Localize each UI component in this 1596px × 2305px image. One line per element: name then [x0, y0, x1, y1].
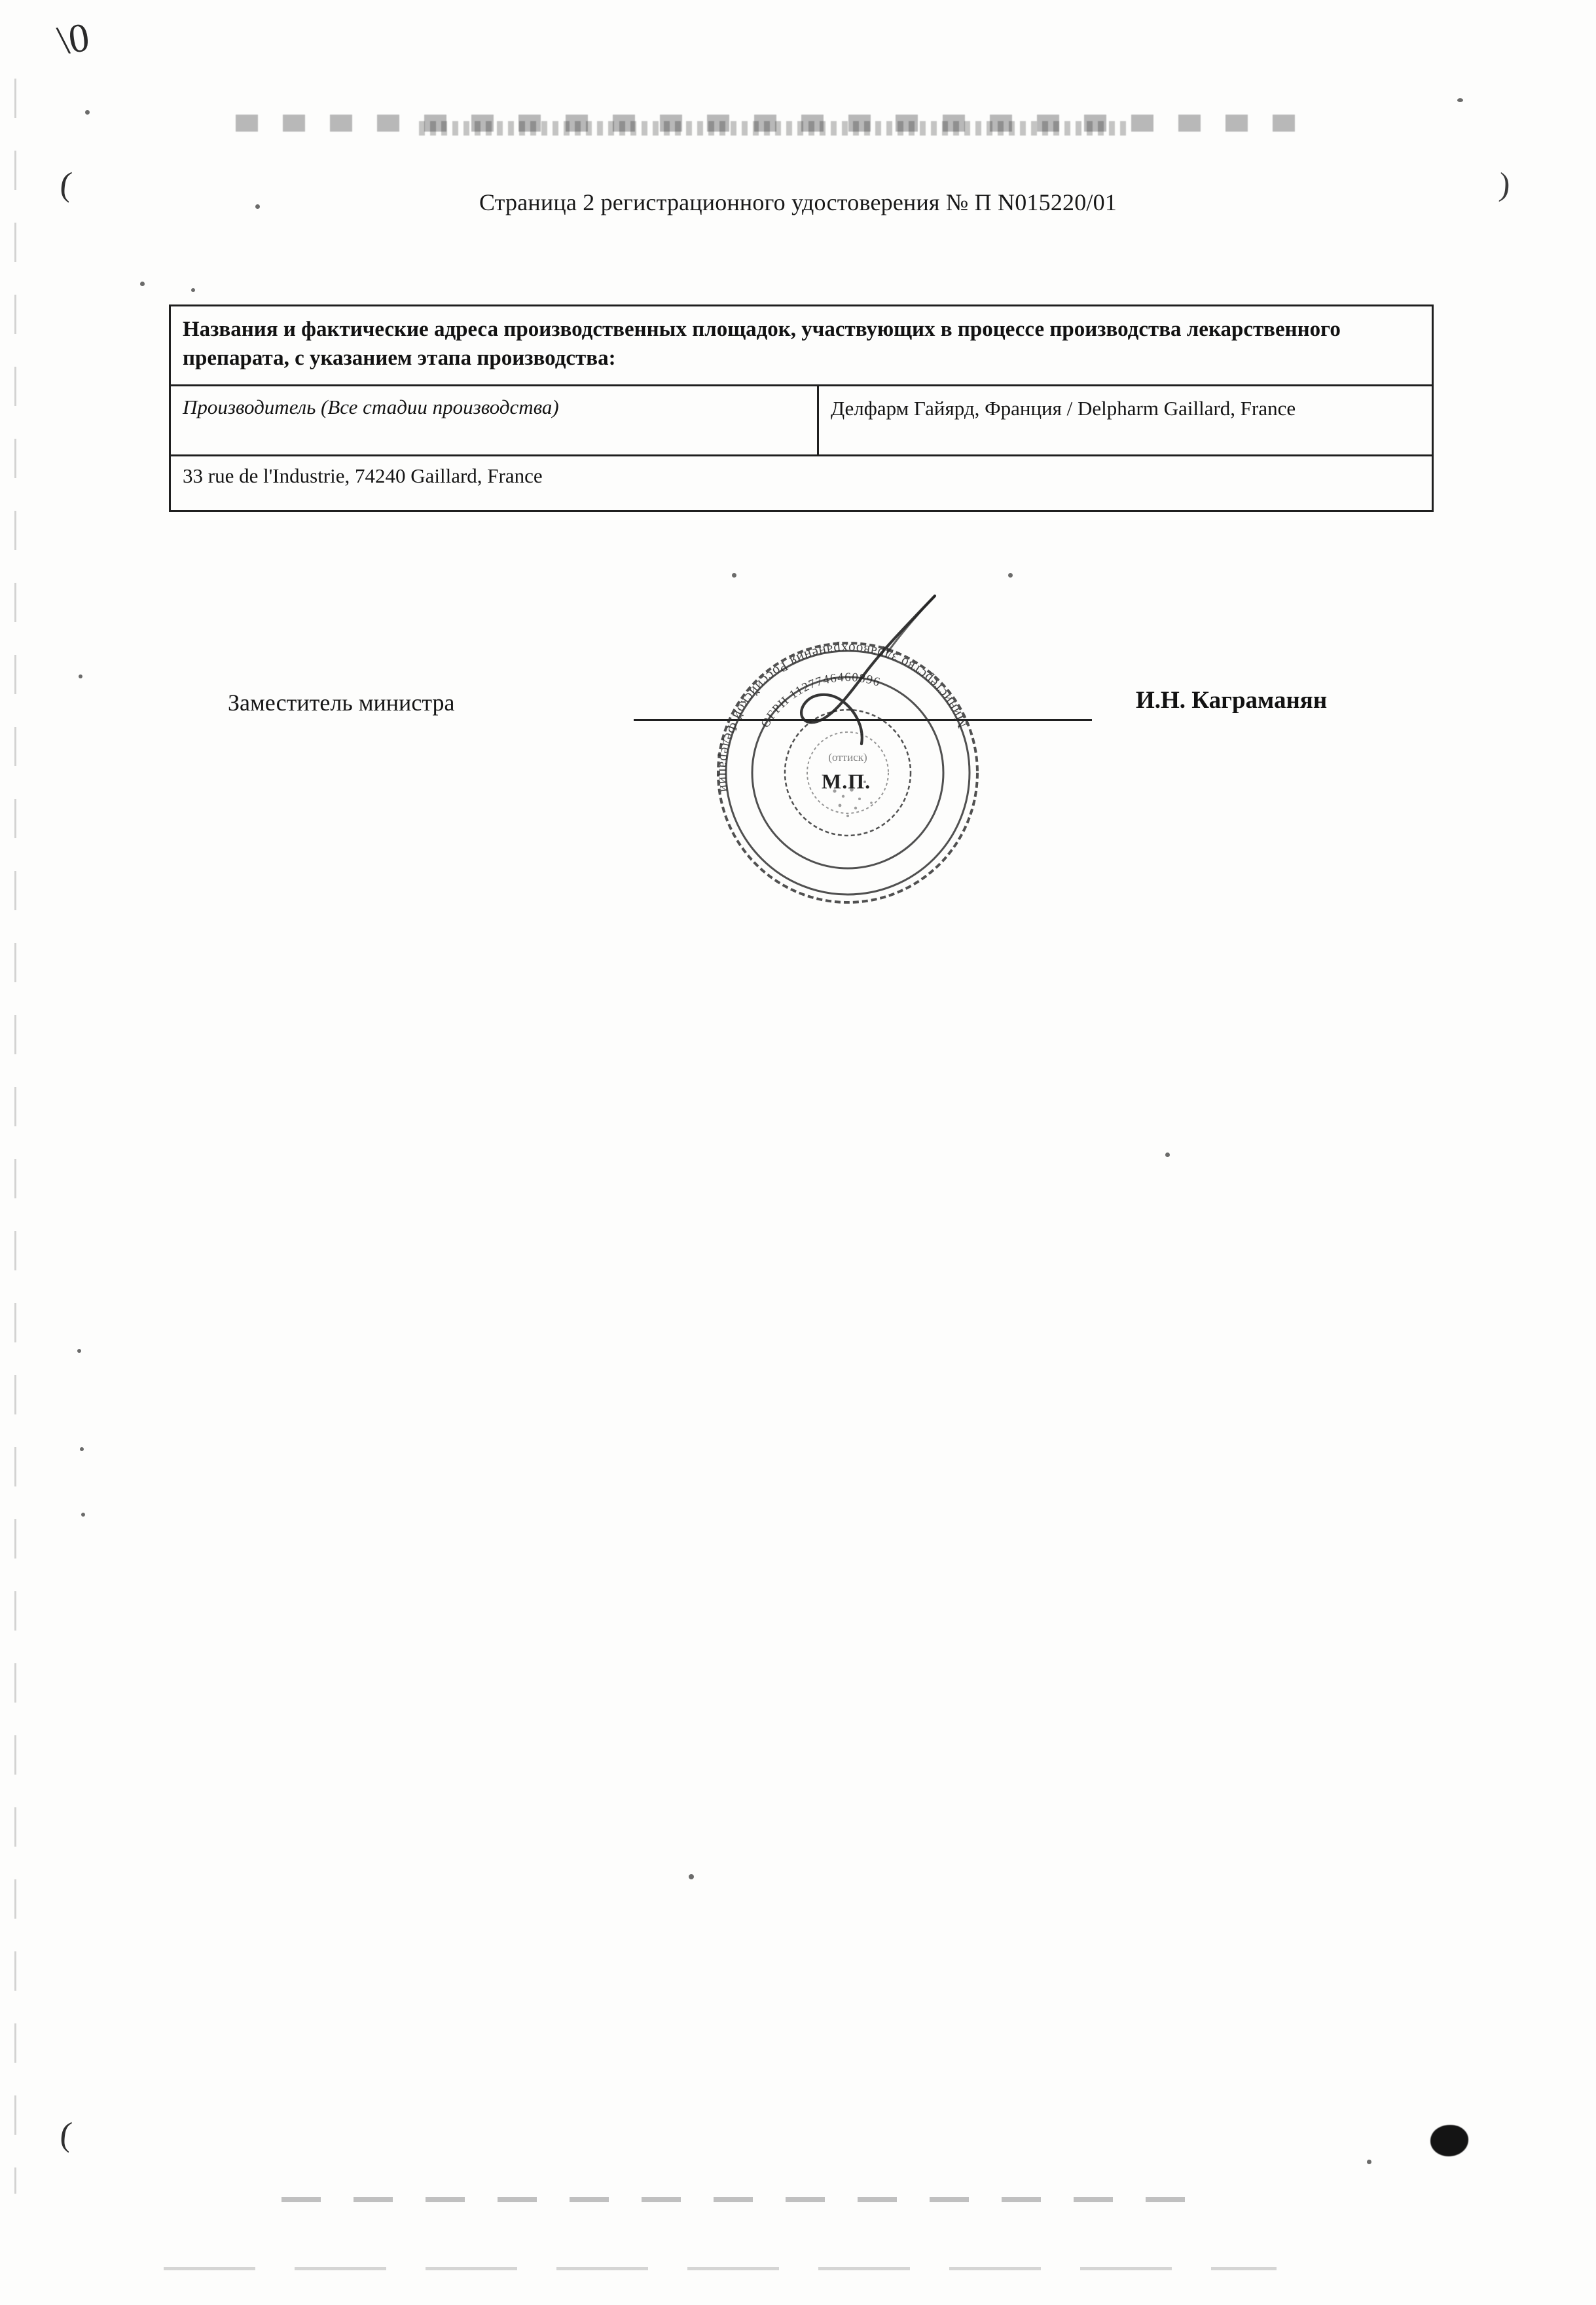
scan-speck	[81, 1513, 85, 1517]
table-cell-production-stage: Производитель (Все стадии производства)	[171, 386, 819, 454]
scan-speck	[79, 674, 82, 678]
handwritten-signature-stroke	[766, 576, 962, 773]
stray-mark-paren-top-left: (	[58, 165, 74, 204]
scan-speck	[1457, 98, 1463, 102]
stamp-mp-label: М.П.	[822, 769, 871, 793]
scan-speck	[140, 282, 145, 286]
scan-speck	[689, 1874, 694, 1879]
handwritten-corner-mark: \0	[54, 14, 92, 64]
signatory-name: И.Н. Каграманян	[1136, 687, 1328, 714]
scan-speck	[732, 573, 736, 578]
svg-text:(оттиск): (оттиск)	[828, 751, 867, 764]
page-title: Страница 2 регистрационного удостоверения № П N015220/01	[479, 189, 1117, 215]
table-row	[171, 386, 1432, 456]
table-cell-manufacturer-address: 33 rue de l'Industrie, 74240 Gaillard, France	[183, 464, 543, 488]
scan-speck	[1165, 1152, 1170, 1157]
scan-bottom-artifact-secondary	[164, 2267, 1277, 2270]
stray-mark-paren-bottom-left: (	[58, 2115, 74, 2154]
table-header-cell: Названия и фактические адреса производственных площадок, участвующих в процессе производства лекарственного препарата, с указанием этапа производства:	[171, 306, 1432, 386]
scan-speck	[85, 110, 90, 115]
table-cell-manufacturer-name: Делфарм Гайярд, Франция / Delpharm Gaillard, France	[831, 397, 1296, 420]
scan-speck	[80, 1447, 84, 1451]
scan-bottom-artifact	[281, 2197, 1198, 2202]
official-round-stamp	[710, 609, 985, 917]
scan-speck	[191, 288, 195, 292]
scan-speck	[1367, 2160, 1371, 2164]
scan-edge-artifact	[14, 79, 16, 2194]
signature-line	[634, 719, 1092, 721]
scan-top-artifact-secondary	[419, 121, 1126, 136]
scan-speck	[77, 1349, 81, 1353]
ink-blob-artifact	[1430, 2125, 1468, 2156]
signatory-title: Заместитель министра	[228, 690, 455, 716]
stray-mark-paren-top-right: )	[1498, 165, 1512, 203]
manufacturer-sites-table	[169, 304, 1434, 512]
scan-speck	[1008, 573, 1013, 578]
svg-text:Министерство здравоохранения Р: Министерство здравоохранения Российской Федерации	[716, 640, 971, 794]
svg-text:ОГРН 1127746460896: ОГРН 1127746460896	[758, 670, 882, 731]
